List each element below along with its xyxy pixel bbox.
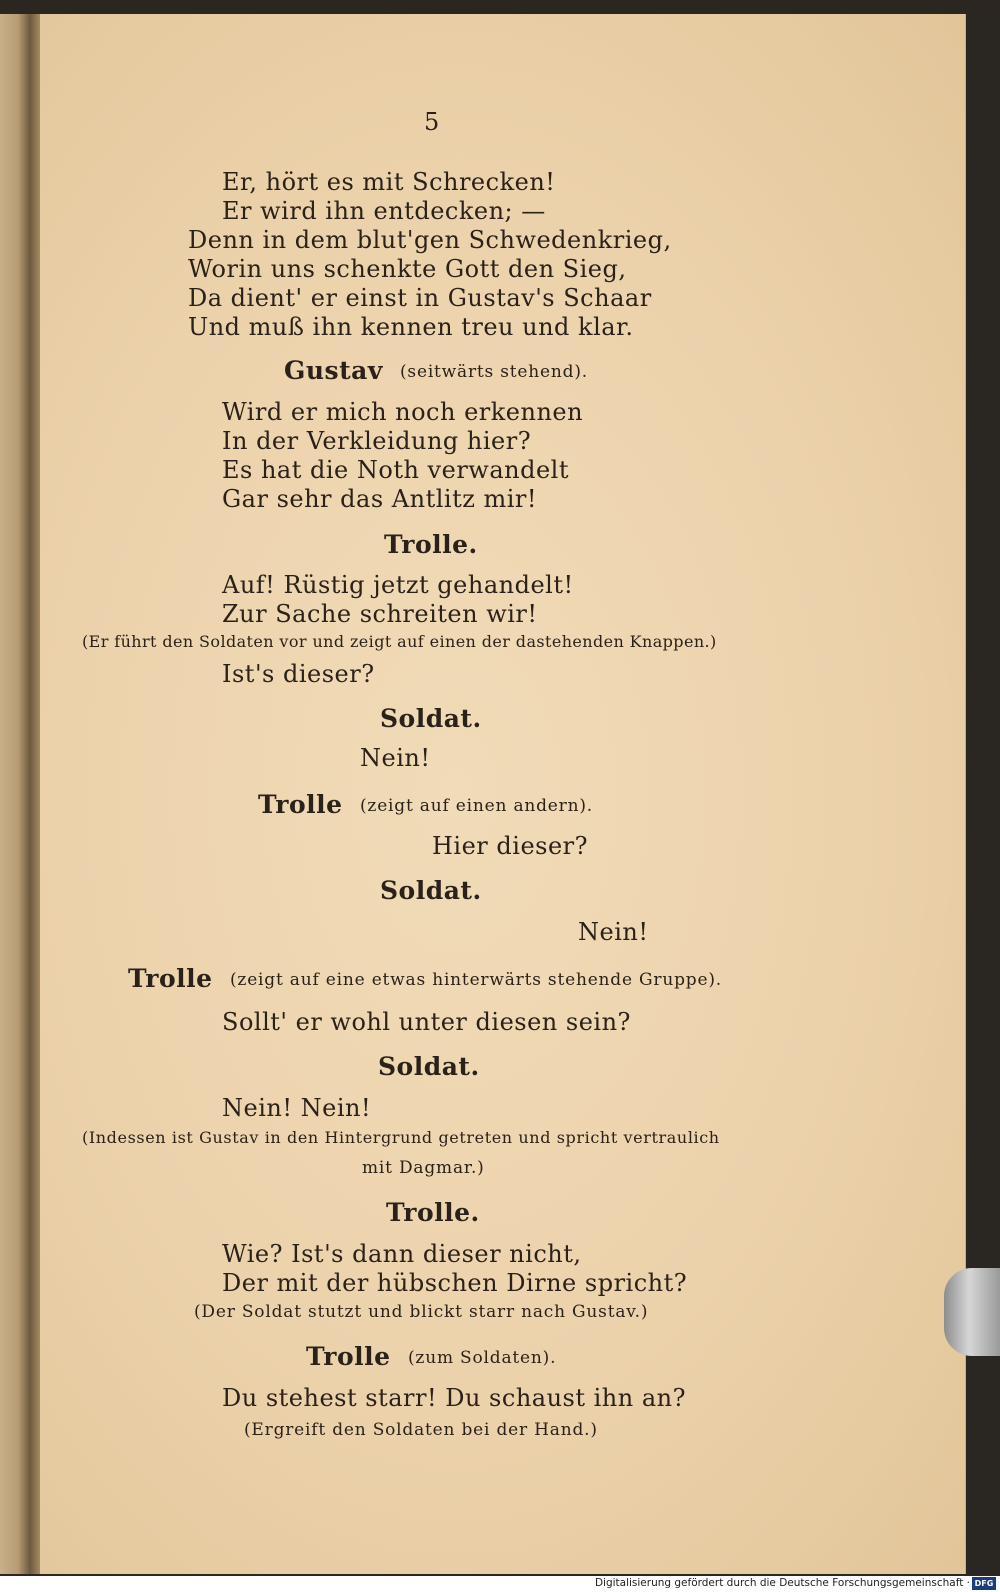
speaker-name: Soldat. bbox=[378, 1052, 480, 1081]
verse-line: Hier dieser? bbox=[432, 832, 589, 860]
verse-line: Nein! Nein! bbox=[222, 1094, 372, 1122]
stage-direction: (Der Soldat stutzt und blickt starr nach Gustav.) bbox=[194, 1302, 649, 1322]
dfg-logo: DFG bbox=[972, 1577, 996, 1590]
verse-line: Denn in dem blut'gen Schwedenkrieg, bbox=[188, 226, 672, 254]
footer-credit: Digitalisierung gefördert durch die Deutsche Forschungsgemeinschaft · bbox=[594, 1577, 970, 1589]
speaker-name: Trolle. bbox=[386, 1198, 480, 1227]
verse-line: Da dient' er einst in Gustav's Schaar bbox=[188, 284, 652, 312]
verse-line: Auf! Rüstig jetzt gehandelt! bbox=[222, 571, 574, 599]
verse-line: In der Verkleidung hier? bbox=[222, 427, 532, 455]
verse-line: Wird er mich noch erkennen bbox=[222, 398, 584, 426]
stage-direction: (zum Soldaten). bbox=[408, 1348, 557, 1368]
verse-line: Ist's dieser? bbox=[222, 660, 375, 688]
speaker-name: Trolle bbox=[306, 1342, 391, 1371]
speaker-name: Trolle. bbox=[384, 530, 478, 559]
speaker-name: Trolle bbox=[258, 790, 343, 819]
speaker-name: Gustav bbox=[284, 356, 383, 385]
verse-line: Der mit der hübschen Dirne spricht? bbox=[222, 1269, 688, 1297]
speaker-name: Soldat. bbox=[380, 704, 482, 733]
verse-line: Du stehest starr! Du schaust ihn an? bbox=[222, 1384, 686, 1412]
verse-line: Nein! bbox=[578, 918, 649, 946]
stage-direction: (Ergreift den Soldaten bei der Hand.) bbox=[244, 1420, 598, 1440]
verse-line: Er wird ihn entdecken; — bbox=[222, 197, 546, 225]
stage-direction: (seitwärts stehend). bbox=[400, 362, 588, 382]
verse-line: Er, hört es mit Schrecken! bbox=[222, 168, 556, 196]
stage-direction: (Indessen ist Gustav in den Hintergrund getreten und spricht vertraulich bbox=[82, 1128, 720, 1147]
verse-line: Nein! bbox=[360, 744, 431, 772]
verse-line: Gar sehr das Antlitz mir! bbox=[222, 485, 538, 513]
verse-line: Wie? Ist's dann dieser nicht, bbox=[222, 1240, 582, 1268]
stage-direction: (Er führt den Soldaten vor und zeigt auf einen der dastehenden Knappen.) bbox=[82, 632, 717, 651]
page-number: 5 bbox=[424, 108, 440, 136]
verse-line: Es hat die Noth verwandelt bbox=[222, 456, 569, 484]
verse-line: Zur Sache schreiten wir! bbox=[222, 600, 538, 628]
verse-line: Und muß ihn kennen treu und klar. bbox=[188, 313, 634, 341]
stage-direction: mit Dagmar.) bbox=[362, 1158, 485, 1178]
verse-line: Sollt' er wohl unter diesen sein? bbox=[222, 1008, 631, 1036]
verse-line: Worin uns schenkte Gott den Sieg, bbox=[188, 255, 627, 283]
speaker-name: Trolle bbox=[128, 964, 213, 993]
page-tab bbox=[944, 1268, 1000, 1356]
speaker-name: Soldat. bbox=[380, 876, 482, 905]
stage-direction: (zeigt auf einen andern). bbox=[360, 796, 593, 816]
stage-direction: (zeigt auf eine etwas hinterwärts stehende Gruppe). bbox=[230, 970, 722, 990]
